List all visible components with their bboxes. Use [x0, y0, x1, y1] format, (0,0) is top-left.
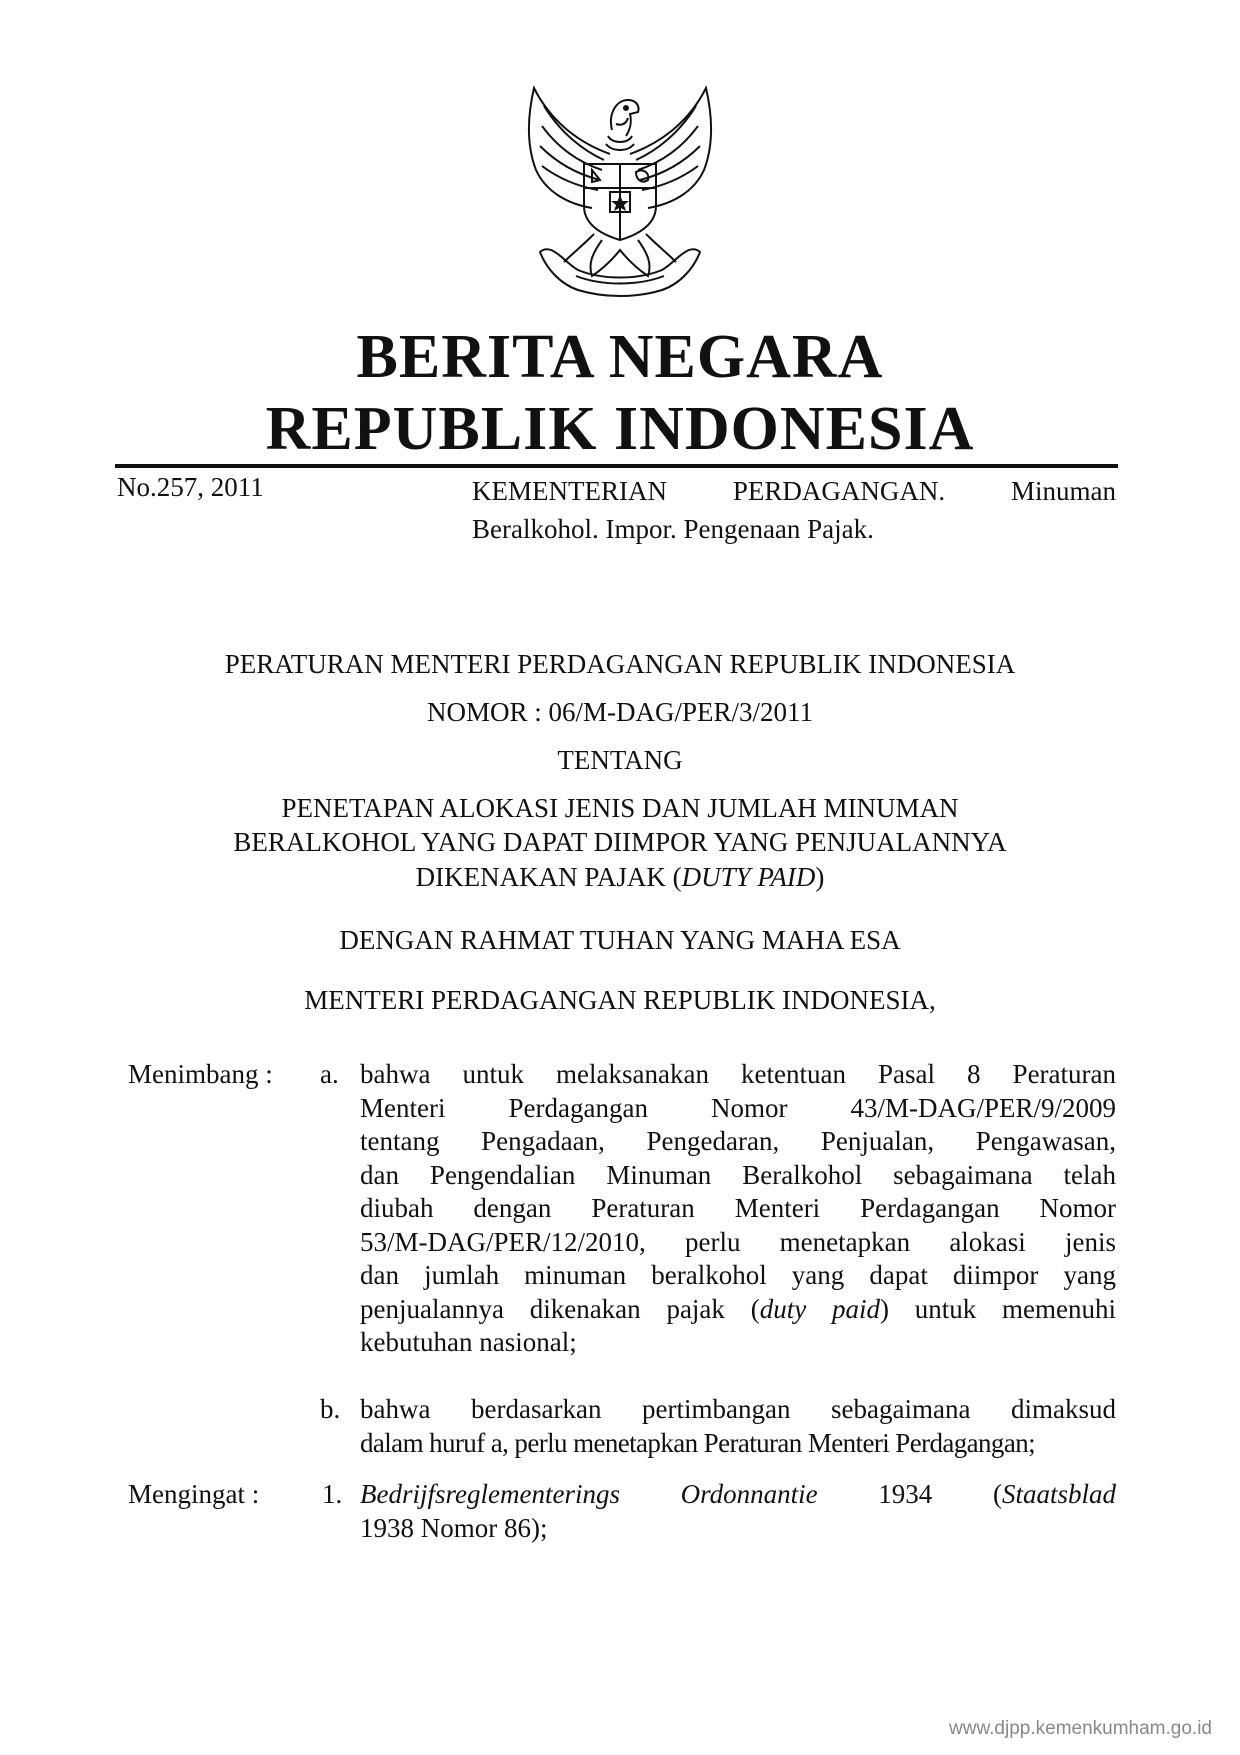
menimbang-item-b-marker: b. — [320, 1394, 341, 1424]
regulation-title-line1: PENETAPAN ALOKASI JENIS DAN JUMLAH MINUMAN — [281, 793, 959, 823]
source-url: www.djpp.kemenkumham.go.id — [949, 1718, 1212, 1739]
gazette-number: No.257, 2011 — [117, 472, 264, 502]
menimbang-item-a-text: bahwa untuk melaksanakan ketentuan Pasal 8 Peraturan Menteri Perdagangan Nomor 43/M-DAG/PER/9/2009 tentang Pengadaan, Pengedaran, Penjualan, Pengawasan, dan Pengendalian Minuman Beralkohol sebagaimana telah diubah dengan Peraturan Menteri Perdagangan Nomor 53/M-DAG/PER/12/2010, perlu menetapkan alokasi jenis dan jumlah minuman beralkohol yang dapat diimpor yang penjualannya dikenakan pajak (duty paid) untuk memenuhi kebutuhan nasional; — [360, 1059, 1116, 1357]
header-divider — [115, 464, 1118, 468]
gazette-subject-line1: KEMENTERIAN PERDAGANGAN. Minuman — [472, 476, 1116, 506]
menimbang-item-a-marker: a. — [320, 1059, 339, 1089]
mengingat-label: Mengingat : — [128, 1479, 260, 1509]
gazette-subject-line2: Beralkohol. Impor. Pengenaan Pajak. — [472, 514, 874, 544]
regulation-title-line2: BERALKOHOL YANG DAPAT DIIMPOR YANG PENJUALANNYA — [233, 827, 1007, 857]
regulation-number: NOMOR : 06/M-DAG/PER/3/2011 — [426, 697, 814, 727]
mengingat-item-1-text: Bedrijfsreglementerings Ordonnantie 1934 (Staatsblad 1938 Nomor 86); — [360, 1479, 1116, 1543]
mengingat-item-1-marker: 1. — [322, 1479, 343, 1509]
menimbang-label: Menimbang : — [128, 1059, 273, 1089]
masthead-subtitle: REPUBLIK INDONESIA — [265, 395, 975, 463]
regulation-tentang: TENTANG — [557, 745, 683, 775]
invocation: DENGAN RAHMAT TUHAN YANG MAHA ESA — [339, 925, 901, 955]
garuda-pancasila-emblem-icon — [512, 84, 728, 298]
minister-title: MENTERI PERDAGANGAN REPUBLIK INDONESIA, — [304, 985, 936, 1015]
regulation-heading: PERATURAN MENTERI PERDAGANGAN REPUBLIK INDONESIA — [224, 649, 1016, 679]
menimbang-item-b-text: bahwa berdasarkan pertimbangan sebagaimana dimaksud dalam huruf a, perlu menetapkan Peraturan Menteri Perdagangan; — [360, 1394, 1116, 1458]
masthead-title: BERITA NEGARA — [356, 323, 884, 391]
regulation-title-line3: DIKENAKAN PAJAK (DUTY PAID) — [415, 862, 825, 892]
